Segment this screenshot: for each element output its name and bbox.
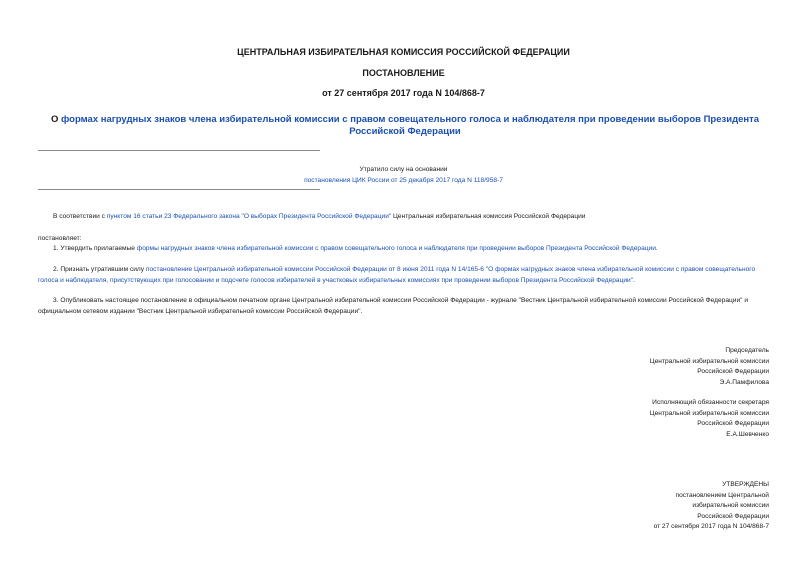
item-2-link[interactable]: постановление Центральной избирательной комиссии Российской Федерации от 8 июня 2011 года N 14/165-6 "О формах нагрудных знаков члена избирательной комиссии с правом совещательного голоса и наблюдателя, присутствующих при голосовании и подсчете голосов избирателей в участковых избирательных комиссиях при проведении выборов Президента Российской Федерации" bbox=[38, 266, 756, 284]
divider-top bbox=[38, 150, 320, 151]
secretary-name: Е.А.Шевченко bbox=[726, 430, 769, 438]
divider-bottom bbox=[38, 189, 320, 190]
item-2-text: 2. Признать утратившим силу bbox=[53, 266, 146, 273]
date-number-heading: от 27 сентября 2017 года N 104/868-7 bbox=[322, 88, 485, 98]
item-1 bbox=[38, 244, 788, 255]
item-3: 3. Опубликовать настоящее постановление в официальном печатном органе Центральной избирательной комиссии Российской Федерации - журнале "Вестник Центральной избирательной комиссии Российской Федерации" и официальном сетевом издании "Вестник Центральной избирательной комиссии Российской Федерации". bbox=[38, 297, 749, 315]
title-link[interactable]: формах нагрудных знаков члена избирательной комиссии с правом совещательного голоса и наблюдателя при проведении выборов Президента Российской Федерации bbox=[60, 114, 760, 137]
org-heading: ЦЕНТРАЛЬНАЯ ИЗБИРАТЕЛЬНАЯ КОМИССИЯ РОССИЙСКОЙ ФЕДЕРАЦИИ bbox=[237, 47, 570, 57]
resolves-text: постановляет: bbox=[38, 235, 82, 242]
chair-signature bbox=[650, 346, 769, 388]
item-2-end: . bbox=[633, 276, 635, 284]
secretary-signature bbox=[650, 398, 769, 440]
title-prefix: О bbox=[50, 114, 61, 125]
doc-type-heading: ПОСТАНОВЛЕНИЕ bbox=[362, 68, 445, 78]
chair-line-1: Председатель bbox=[725, 347, 769, 354]
chair-line-2: Центральной избирательной комиссии bbox=[649, 357, 769, 365]
approved-line-3: избирательной комиссии bbox=[692, 502, 769, 509]
item-2 bbox=[38, 265, 773, 286]
item-1-link[interactable]: формы нагрудных знаков члена избирательной комиссии с правом совещательного голоса и наблюдателя при проведении выборов Президента Российской Федерации bbox=[136, 245, 656, 252]
approved-line-1: УТВЕРЖДЕНЫ bbox=[722, 481, 769, 488]
secretary-line-1: Исполняющий обязанности секретаря bbox=[652, 399, 769, 406]
status-note-text: Утратило силу на основании bbox=[359, 166, 448, 173]
chair-line-3: Российской Федерации bbox=[697, 368, 769, 375]
law-article-link[interactable]: пунктом 16 статьи 23 Федерального закона "О выборах Президента Российской Федерации" bbox=[106, 213, 392, 220]
approved-line-5: от 27 сентября 2017 года N 104/868-7 bbox=[653, 523, 769, 530]
preamble-text-end: Центральная избирательная комиссия Российской Федерации bbox=[391, 213, 586, 220]
preamble-text: В соответствии с bbox=[53, 213, 107, 220]
approved-block bbox=[654, 480, 769, 533]
status-note-link[interactable]: постановления ЦИК России от 25 декабря 2017 года N 118/958-7 bbox=[304, 177, 503, 184]
approved-line-4: Российской Федерации bbox=[697, 512, 769, 520]
chair-name: Э.А.Памфилова bbox=[719, 378, 769, 386]
status-note-link-row bbox=[0, 176, 807, 186]
approved-line-2: постановлением Центральной bbox=[675, 491, 769, 499]
item-1-text: 1. Утвердить прилагаемые bbox=[53, 245, 137, 252]
document-title bbox=[40, 114, 770, 138]
secretary-line-2: Центральной избирательной комиссии bbox=[649, 409, 769, 417]
item-1-end: . bbox=[655, 245, 658, 252]
secretary-line-3: Российской Федерации bbox=[697, 420, 769, 427]
preamble bbox=[38, 212, 788, 223]
